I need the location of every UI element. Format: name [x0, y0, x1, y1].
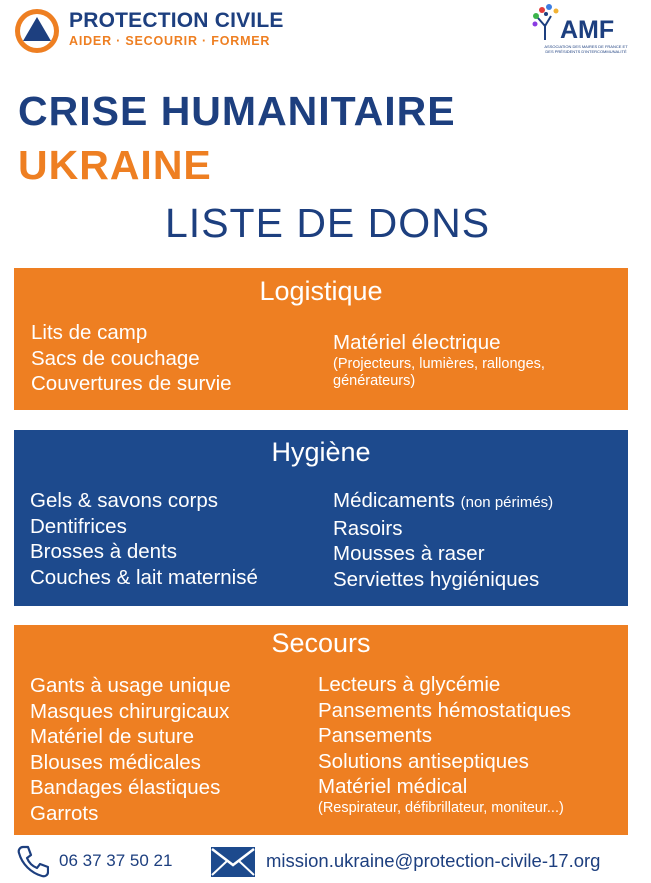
org-tagline: AIDER · SECOURIR · FORMER — [69, 34, 271, 48]
title-crisis: CRISE HUMANITAIRE — [18, 88, 456, 134]
phone-icon — [17, 844, 49, 878]
list-item: Gants à usage unique — [30, 674, 231, 697]
list-item: Matériel de suture — [30, 725, 195, 748]
item-note: (Respirateur, défibrillateur, moniteur...) — [318, 799, 564, 816]
email-link[interactable]: mission.ukraine@protection-civile-17.org — [266, 850, 601, 871]
item-note: (non périmés) — [460, 494, 554, 511]
list-item — [333, 488, 553, 516]
list-item: Lits de camp — [31, 321, 148, 344]
right-column — [333, 330, 545, 390]
phone-number[interactable]: 06 37 37 50 21 — [59, 851, 173, 870]
list-item: Couches & lait maternisé — [30, 565, 258, 589]
list-item: Rasoirs — [333, 516, 403, 540]
list-item: Lecteurs à glycémie — [318, 673, 501, 696]
right-column — [318, 672, 571, 817]
list-item: Matériel électrique — [333, 331, 501, 354]
list-item: Mousses à raser — [333, 542, 485, 565]
footer — [0, 838, 651, 883]
list-item: Pansements hémostatiques — [318, 698, 571, 722]
list-item: Gels & savons corps — [30, 489, 218, 512]
amf-text: AMF — [560, 16, 615, 44]
item-label: Médicaments — [333, 489, 455, 512]
amf-logo — [524, 4, 634, 60]
org-name: PROTECTION CIVILE — [69, 9, 284, 32]
section-hygiene — [14, 430, 628, 606]
list-item: Sacs de couchage — [31, 346, 200, 370]
list-item: Solutions antiseptiques — [318, 749, 529, 773]
section-title: Logistique — [259, 276, 383, 306]
list-item: Dentifrices — [30, 514, 127, 538]
list-item: Couvertures de survie — [31, 372, 232, 395]
section-secours — [14, 625, 628, 835]
list-item: Garrots — [30, 801, 99, 825]
list-item: Masques chirurgicaux — [30, 699, 230, 723]
amf-subtext: ASSOCIATION DES MAIRES DE FRANCE ET DES PRÉSIDENTS D'INTERCOMMUNALITÉ — [544, 44, 628, 54]
section-title: Secours — [271, 628, 371, 658]
envelope-icon — [211, 847, 255, 877]
left-column — [30, 488, 258, 590]
left-column — [31, 320, 232, 397]
section-title: Hygiène — [271, 437, 371, 467]
list-item: Brosses à dents — [30, 540, 177, 563]
list-item: Bandages élastiques — [30, 776, 221, 799]
list-item: Matériel médical — [318, 775, 468, 798]
left-column — [30, 673, 231, 826]
section-logistique — [14, 268, 628, 410]
protection-civile-logo-icon — [14, 8, 60, 54]
list-item: Serviettes hygiéniques — [333, 567, 540, 591]
title-donation-list: LISTE DE DONS — [165, 200, 491, 246]
list-item: Blouses médicales — [30, 750, 201, 774]
header — [0, 0, 651, 70]
right-column — [333, 488, 553, 592]
item-note: générateurs) — [333, 372, 416, 389]
title-ukraine: UKRAINE — [18, 142, 212, 188]
list-item: Pansements — [318, 724, 432, 747]
item-note: (Projecteurs, lumières, rallonges, — [333, 355, 545, 372]
